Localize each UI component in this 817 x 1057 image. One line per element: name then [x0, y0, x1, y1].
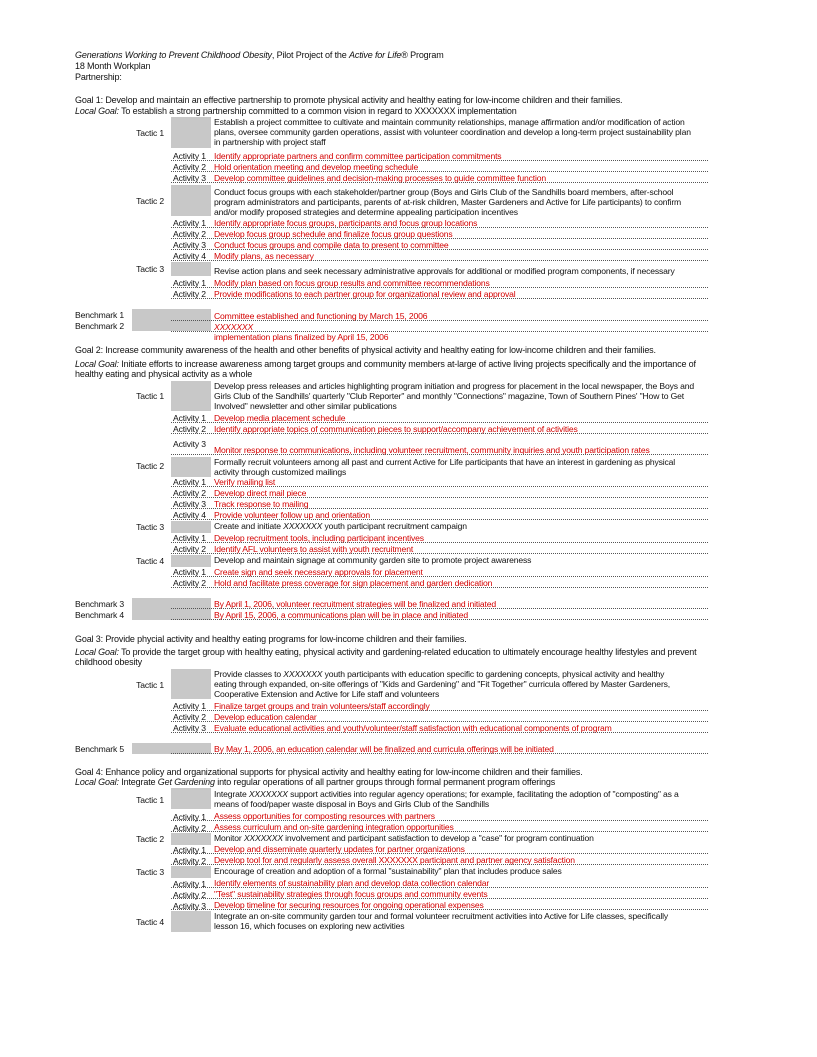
activity-label: Activity 2 [173, 890, 206, 900]
title-program-name: Generations Working to Prevent Childhood Obesity [75, 50, 272, 60]
row-divider [171, 486, 708, 487]
goal-3-tactic-1-text [214, 669, 708, 699]
activity-text: Evaluate educational activities and youth/volunteer/staff satisfaction with educational components of program [214, 723, 612, 733]
tactic-text-part: youth participant recruitment campaign [322, 521, 467, 531]
activity-text: Develop recruitment tools, including participant incentives [214, 533, 424, 543]
activity-label: Activity 2 [173, 712, 206, 722]
tactic-shade-box [171, 555, 211, 567]
row-divider [171, 721, 708, 722]
row-divider [171, 898, 708, 899]
title-connector: , Pilot Project of the [271, 50, 349, 60]
row-divider [171, 497, 708, 498]
goal-2-title: Goal 2: Increase community awareness of the health and other benefits of physical activity and healthy eating for low-income children and their families. [75, 345, 656, 355]
tactic-shade-box [171, 833, 211, 845]
row-divider [171, 587, 708, 588]
tactic-text-part: Create and initiate [214, 521, 284, 531]
activity-text: Provide volunteer follow up and orientation [214, 510, 370, 520]
goal-2-tactic-2-text [214, 457, 708, 477]
benchmark-text: Committee established and functioning by March 15, 2006 [214, 311, 428, 321]
goal-3-local-goal-cont: childhood obesity [75, 657, 142, 667]
row-divider [171, 182, 708, 183]
tactic-shade-box [171, 521, 211, 533]
document-title [75, 50, 444, 60]
row-divider [171, 227, 708, 228]
tactic-text-line: eating through expanded, on-site offerings of "Kids and Gardening" and "Fit Together" curricula offered by Master Gardeners, [214, 679, 671, 689]
row-divider [171, 320, 708, 321]
benchmark-text: By May 1, 2006, an education calendar will be finalized and curricula offerings will be initiated [214, 744, 554, 754]
local-goal-text: Initiate efforts to increase awareness among target groups and community members at-large of active living projects specifically and the importance of [118, 359, 696, 369]
partnership-label: Partnership: [75, 72, 122, 82]
row-divider [171, 160, 708, 161]
tactic-text-part: Integrate [214, 789, 249, 799]
tactic-shade-box [171, 117, 211, 148]
row-divider [171, 287, 708, 288]
activity-text: Identify appropriate focus groups, participants and focus group locations [214, 218, 478, 228]
goal-4-tactic-1-text [214, 789, 708, 809]
tactic-text-line: means of food/paper waste disposal in Boys and Girls Club of the Sandhills [214, 799, 490, 809]
activity-label: Activity 2 [173, 544, 206, 554]
activity-label: Activity 2 [173, 229, 206, 239]
activity-label: Activity 1 [173, 812, 206, 822]
goal-1-tactic-3-text [214, 266, 708, 276]
goal-2-tactic-2-label: Tactic 2 [136, 461, 164, 471]
tactic-text-line: Formally recruit volunteers among all past and current Active for Life participants that have an interest in gardening as physical [214, 457, 676, 467]
tactic-shade-box [171, 457, 211, 477]
row-divider [171, 422, 708, 423]
goal-3-tactic-1-label: Tactic 1 [136, 680, 164, 690]
tactic-text-line [214, 669, 708, 679]
activity-text: Develop direct mail piece [214, 488, 307, 498]
goal-4-tactic-2-label: Tactic 2 [136, 834, 164, 844]
activity-text: Provide modifications to each partner group for organizational review and approval [214, 289, 516, 299]
local-goal-text: To establish a strong partnership committed to a common vision in regard to XXXXXXX implementation [118, 106, 517, 116]
benchmark-label: Benchmark 2 [75, 321, 124, 331]
row-divider [171, 732, 708, 733]
tactic-shade-box [171, 262, 211, 276]
activity-text: Hold orientation meeting and develop meeting schedule [214, 162, 419, 172]
row-divider [171, 508, 708, 509]
activity-text: Develop committee guidelines and decision-making processes to guide committee function [214, 173, 546, 183]
activity-label: Activity 1 [173, 701, 206, 711]
activity-text: Develop tool for and regularly assess overall XXXXXXX participant and partner agency satisfaction [214, 855, 575, 865]
goal-2-tactic-4-label: Tactic 4 [136, 556, 164, 566]
tactic-text-part: Provide classes to [214, 669, 284, 679]
activity-text: Verify mailing list [214, 477, 276, 487]
goal-4-tactic-3-label: Tactic 3 [136, 867, 164, 877]
goal-3-local-goal [75, 647, 697, 657]
tactic-shade-box [171, 669, 211, 699]
local-goal-label: Local Goal: [75, 359, 119, 369]
benchmark-label: Benchmark 4 [75, 610, 124, 620]
tactic-text-line: Establish a project committee to cultivate and maintain community relationships, manage affirmation and/or modification of action [214, 117, 685, 127]
activity-text: Create sign and seek necessary approvals for placement [214, 567, 423, 577]
activity-text: Assess curriculum and on-site gardening integration opportunities [214, 822, 454, 832]
row-divider [171, 710, 708, 711]
activity-text: Develop and disseminate quarterly updates for partner organizations [214, 844, 465, 854]
activity-label: Activity 1 [173, 151, 206, 161]
tactic-text-line [214, 833, 708, 843]
goal-2-tactic-3-label: Tactic 3 [136, 522, 164, 532]
tactic-text-line: in partnership with project staff [214, 137, 326, 147]
goal-1-tactic-1-text [214, 117, 708, 147]
tactic-text-line: Conduct focus groups with each stakeholder/partner group (Boys and Girls Club of the Sandhills board members, after-school [214, 187, 674, 197]
activity-label: Activity 4 [173, 251, 206, 261]
local-goal-label: Local Goal: [75, 106, 119, 116]
activity-label: Activity 2 [173, 289, 206, 299]
tactic-text-line: and/or modify proposed strategies and determine appealing participation incentives [214, 207, 518, 217]
goal-2-local-goal-cont: healthy eating and physical activity as a whole [75, 369, 253, 379]
tactic-text-line [214, 789, 708, 799]
row-divider [171, 887, 708, 888]
row-divider [171, 619, 708, 620]
tactic-shade-box [171, 866, 211, 878]
row-divider [171, 433, 708, 434]
row-divider [171, 542, 708, 543]
activity-text: Develop focus group schedule and finalize focus group questions [214, 229, 453, 239]
benchmark-text [214, 322, 708, 342]
activity-label: Activity 2 [173, 162, 206, 172]
activity-text: Track response to mailing [214, 499, 309, 509]
tactic-text-line: Revise action plans and seek necessary administrative approvals for additional or modified program components, if necessary [214, 266, 675, 276]
tactic-shade-box [171, 788, 211, 809]
tactic-text-line: Develop press releases and articles highlighting program initiation and progress for placement in the local newspaper, the Boys and [214, 381, 695, 391]
activity-label: Activity 1 [173, 477, 206, 487]
row-divider [171, 576, 708, 577]
tactic-text-line: Integrate an on-site community garden tour and formal volunteer recruitment activities into Active for Life classes, specifically [214, 911, 669, 921]
activity-label: Activity 4 [173, 510, 206, 520]
tactic-text-line: Girls Club of the Sandhills' quarterly "Club Reporter" and monthly "Connections" magazine, Town of Southern Pines' "How to Get [214, 391, 684, 401]
row-divider [171, 909, 708, 910]
goal-4-local-goal [75, 777, 555, 787]
goal-2-tactic-1-text [214, 381, 708, 411]
activity-label: Activity 3 [173, 499, 206, 509]
goal-1-tactic-2-label: Tactic 2 [136, 196, 164, 206]
placeholder-text: XXXXXXX [214, 322, 254, 332]
tactic-text-line: plans, oversee community garden operations, assist with volunteer coordination and develop a long-term project sustainability plan [214, 127, 691, 137]
local-goal-label: Local Goal: [75, 777, 119, 787]
activity-label: Activity 3 [173, 901, 206, 911]
goal-4-tactic-4-label: Tactic 4 [136, 917, 164, 927]
row-divider [171, 298, 708, 299]
benchmark-label: Benchmark 3 [75, 599, 124, 609]
local-goal-label: Local Goal: [75, 647, 119, 657]
local-goal-text: Integrate [118, 777, 158, 787]
benchmark-label: Benchmark 5 [75, 744, 124, 754]
goal-2-local-goal [75, 359, 696, 369]
placeholder-text: XXXXXXX [243, 833, 283, 843]
tactic-text-line: activity through customized mailings [214, 467, 347, 477]
row-divider [171, 331, 708, 332]
activity-text: "Test" sustainability strategies through focus groups and community events [214, 889, 488, 899]
tactic-text-line: Involved" newsletter and other similar publications [214, 401, 397, 411]
row-divider [171, 853, 708, 854]
placeholder-text: XXXXXXX [283, 521, 323, 531]
activity-label: Activity 1 [173, 533, 206, 543]
row-divider [171, 519, 708, 520]
tactic-text-part: Monitor [214, 833, 244, 843]
activity-label: Activity 3 [173, 439, 206, 449]
goal-1-title: Goal 1: Develop and maintain an effective partnership to promote physical activity and healthy eating for low-income children and their families. [75, 95, 623, 105]
tactic-shade-box [171, 381, 211, 411]
tactic-text-line: Cooperative Extension and Active for Life staff and volunteers [214, 689, 440, 699]
activity-label: Activity 1 [173, 218, 206, 228]
tactic-text-line: program administrators and participants, parents of at-risk children, Master Gardeners and Active for Life participants) to confirm [214, 197, 682, 207]
activity-text: Modify plan based on focus group results and committee recommendations [214, 278, 490, 288]
activity-text: Assess opportunities for composting resources with partners [214, 811, 435, 821]
activity-label: Activity 2 [173, 823, 206, 833]
title-active-for-life: Active for Life [349, 50, 402, 60]
tactic-text-line [214, 521, 708, 531]
activity-text: Develop timeline for securing resources for ongoing operational expenses [214, 900, 484, 910]
row-divider [171, 238, 708, 239]
activity-label: Activity 1 [173, 413, 206, 423]
goal-1-local-goal [75, 106, 517, 116]
activity-text: Identify appropriate partners and confirm committee participation commitments [214, 151, 502, 161]
row-divider [171, 260, 708, 261]
goal-4-tactic-3-text: Encourage of creation and adoption of a formal "sustainability" plan that includes produce sales [214, 866, 562, 876]
activity-label: Activity 1 [173, 879, 206, 889]
benchmark-text: By April 1, 2006, volunteer recruitment strategies will be finalized and initiated [214, 599, 496, 609]
goal-2-tactic-4-text: Develop and maintain signage at community garden site to promote project awareness [214, 555, 532, 565]
goal-2-tactic-3-text [214, 521, 708, 531]
tactic-shade-box [171, 185, 211, 216]
placeholder-text: XXXXXXX [248, 789, 288, 799]
goal-4-tactic-2-text [214, 833, 708, 843]
goal-4-tactic-4-text [214, 911, 708, 931]
activity-label: Activity 1 [173, 567, 206, 577]
goal-2-tactic-1-label: Tactic 1 [136, 391, 164, 401]
activity-label: Activity 2 [173, 488, 206, 498]
activity-label: Activity 1 [173, 845, 206, 855]
row-divider [171, 249, 708, 250]
row-divider [171, 820, 708, 821]
activity-text: Modify plans, as necessary [214, 251, 314, 261]
activity-text: Monitor response to communications, including volunteer recruitment, community inquiries and youth participation rates [214, 445, 650, 455]
row-divider [171, 864, 708, 865]
local-goal-text: To provide the target group with healthy eating, physical activity and gardening-related education to ultimately encourage healthy lifestyles and prevent [118, 647, 697, 657]
row-divider [171, 608, 708, 609]
tactic-text-part: support activities into regular agency operations; for example, facilitating the adoption of "composting" as a [287, 789, 679, 799]
benchmark-text: By April 15, 2006, a communications plan will be in place and initiated [214, 610, 469, 620]
row-divider [171, 553, 708, 554]
document-subtitle: 18 Month Workplan [75, 61, 151, 71]
activity-label: Activity 3 [173, 723, 206, 733]
benchmark-shade-box [132, 598, 211, 620]
benchmark-text-rest: implementation plans finalized by April 15, 2006 [214, 332, 389, 342]
local-goal-text: into regular operations of all partner groups through formal permanent program offerings [214, 777, 556, 787]
row-divider [171, 831, 708, 832]
benchmark-label: Benchmark 1 [75, 310, 124, 320]
goal-1-tactic-1-label: Tactic 1 [136, 128, 164, 138]
activity-label: Activity 1 [173, 278, 206, 288]
tactic-shade-box [171, 911, 211, 932]
activity-text: Finalize target groups and train volunteers/staff accordingly [214, 701, 430, 711]
activity-label: Activity 2 [173, 856, 206, 866]
activity-text: Hold and facilitate press coverage for sign placement and garden dedication [214, 578, 493, 588]
tactic-text-part: involvement and participant satisfaction to develop a "case" for program continuation [282, 833, 594, 843]
tactic-text-part: youth participants with education specific to gardening concepts, physical activity and healthy [322, 669, 665, 679]
activity-text: Identify elements of sustainability plan and develop data collection calendar [214, 878, 490, 888]
goal-1-tactic-3-label: Tactic 3 [136, 264, 164, 274]
row-divider [171, 454, 708, 455]
activity-text: Conduct focus groups and compile data to present to committee [214, 240, 449, 250]
placeholder-text: XXXXXXX [283, 669, 323, 679]
activity-text: Identify appropriate topics of communication pieces to support/accompany achievement of activities [214, 424, 578, 434]
activity-label: Activity 2 [173, 424, 206, 434]
activity-text: Identify AFL volunteers to assist with youth recruitment [214, 544, 414, 554]
activity-text: Develop education calendar [214, 712, 317, 722]
tactic-text-line: lesson 16, which focuses on exploring new activities [214, 921, 405, 931]
activity-label: Activity 3 [173, 240, 206, 250]
goal-1-tactic-2-text [214, 187, 708, 217]
title-program-suffix: ® Program [401, 50, 444, 60]
goal-4-title: Goal 4: Enhance policy and organizational supports for physical activity and healthy eating for low-income children and their families. [75, 767, 583, 777]
activity-label: Activity 3 [173, 173, 206, 183]
goal-4-tactic-1-label: Tactic 1 [136, 795, 164, 805]
goal-3-title: Goal 3: Provide phycial activity and healthy eating programs for low-income children and their families. [75, 634, 467, 644]
row-divider [171, 171, 708, 172]
program-name-text: Get Gardening [157, 777, 215, 787]
activity-label: Activity 2 [173, 578, 206, 588]
activity-text: Develop media placement schedule [214, 413, 346, 423]
row-divider [171, 753, 708, 754]
